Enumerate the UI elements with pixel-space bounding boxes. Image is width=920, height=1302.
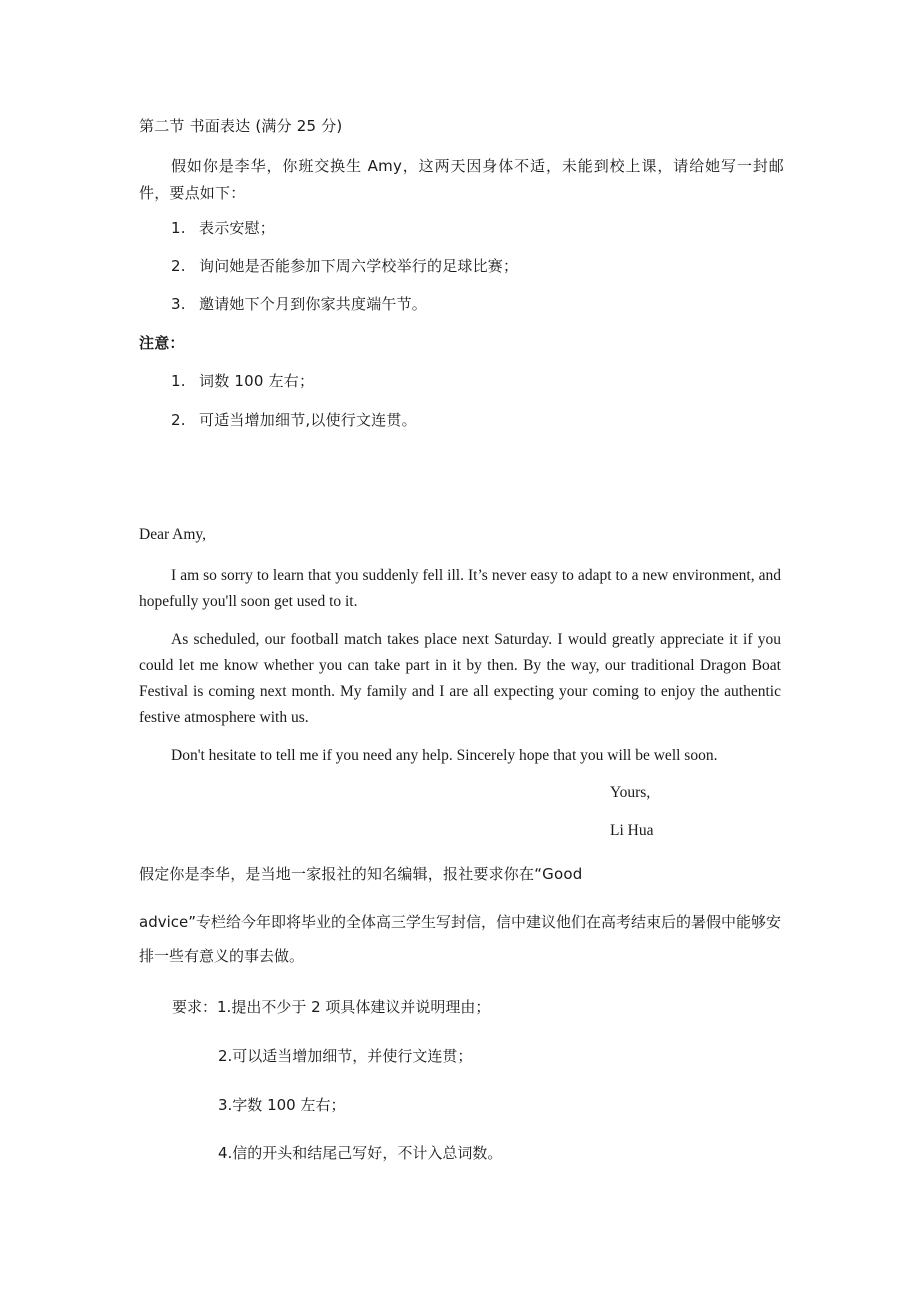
note-1 xyxy=(171,371,314,391)
task2-prompt-line1: 假定你是李华，是当地一家报社的知名编辑，报社要求你在“Good xyxy=(139,865,583,883)
task2-prompt-rest: advice”专栏给今年即将毕业的全体高三学生写封信，信中建议他们在高考结束后的暑假中能够安排一些有意义的事去做。 xyxy=(139,913,782,965)
point-text: 邀请她下个月到你家共度端午节。 xyxy=(199,295,428,313)
letter-closing: Yours, xyxy=(610,784,651,801)
task1-point-2 xyxy=(171,256,518,276)
task1-point-3 xyxy=(171,294,427,314)
point-number: 3. xyxy=(171,295,186,313)
section-header: 第二节 书面表达 (满分 25 分) xyxy=(139,117,343,135)
requirements-label: 要求： xyxy=(172,998,218,1016)
requirement-2: 2.可以适当增加细节，并使行文连贯； xyxy=(218,1047,473,1065)
point-number: 1. xyxy=(171,219,186,237)
letter-greeting: Dear Amy, xyxy=(139,526,207,543)
notes-title: 注意： xyxy=(139,334,185,352)
requirement-3: 3.字数 100 左右； xyxy=(218,1096,346,1114)
requirement-1: 1.提出不少于 2 项具体建议并说明理由； xyxy=(217,998,491,1016)
letter-paragraph-3: Don't hesitate to tell me if you need any help. Sincerely hope that you will be well soon. xyxy=(171,747,718,764)
point-number: 2. xyxy=(171,257,186,275)
task1-prompt: 假如你是李华，你班交换生 Amy，这两天因身体不适，未能到校上课，请给她写一封邮件，要点如下： xyxy=(139,157,784,202)
note-text: 词数 100 左右； xyxy=(199,372,315,390)
point-text: 询问她是否能参加下周六学校举行的足球比赛； xyxy=(199,257,519,275)
note-number: 1. xyxy=(171,372,186,390)
letter-paragraph-2: As scheduled, our football match takes place next Saturday. I would greatly appreciate it if you could let me know whether you can take part in it by then. By the way, our traditional Dragon Boat Festival is coming next month. My family and I are all expecting your coming to enjoy the authentic festive atmosphere with us. xyxy=(139,631,781,726)
note-number: 2. xyxy=(171,411,186,429)
task1-point-1 xyxy=(171,218,275,238)
requirement-4: 4.信的开头和结尾己写好，不计入总词数。 xyxy=(218,1144,503,1162)
letter-signature: Li Hua xyxy=(610,822,654,839)
note-2 xyxy=(171,410,417,430)
requirements-line-1 xyxy=(172,997,490,1017)
note-text: 可适当增加细节,以使行文连贯。 xyxy=(199,411,417,429)
point-text: 表示安慰； xyxy=(199,219,276,237)
letter-paragraph-1: I am so sorry to learn that you suddenly fell ill. It’s never easy to adapt to a new environment, and hopefully you'll soon get used to it. xyxy=(139,567,781,610)
